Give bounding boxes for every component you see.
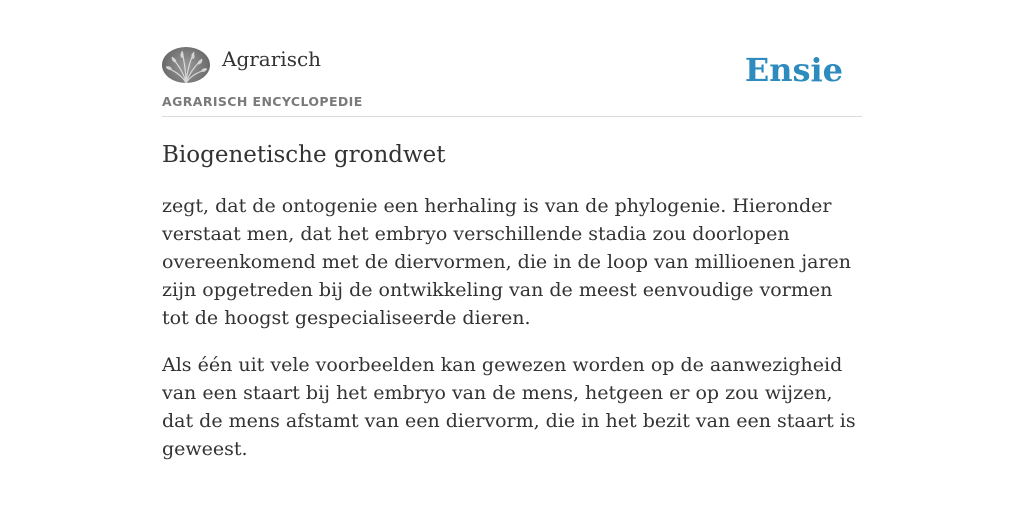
article-body (162, 192, 862, 482)
article-paragraph: zegt, dat de ontogenie een herhaling is van de phylogenie. Hieronder verstaat men, dat het embryo verschillende stadia zou doorlopen overeenkomend met de diervormen, die in de loop van millioenen jaren zijn opgetreden bij de ontwikkeling van de meest eenvoudige vormen tot de hoogst gespecialiseerde dieren. (162, 195, 852, 329)
article-paragraph: Als één uit vele voorbeelden kan gewezen worden op de aanwezigheid van een staart bij het embryo van de mens, hetgeen er op zou wijzen, dat de mens afstamt van een diervorm, die in het bezit van een staart is geweest. (162, 354, 856, 460)
brand-logo[interactable]: Ensie (744, 51, 843, 89)
source-name[interactable]: Agrarisch (222, 47, 322, 71)
header (162, 44, 862, 117)
wheat-logo-icon[interactable] (162, 47, 210, 83)
source-subtitle: AGRARISCH ENCYCLOPEDIE (162, 94, 363, 109)
article-title: Biogenetische grondwet (162, 142, 446, 168)
